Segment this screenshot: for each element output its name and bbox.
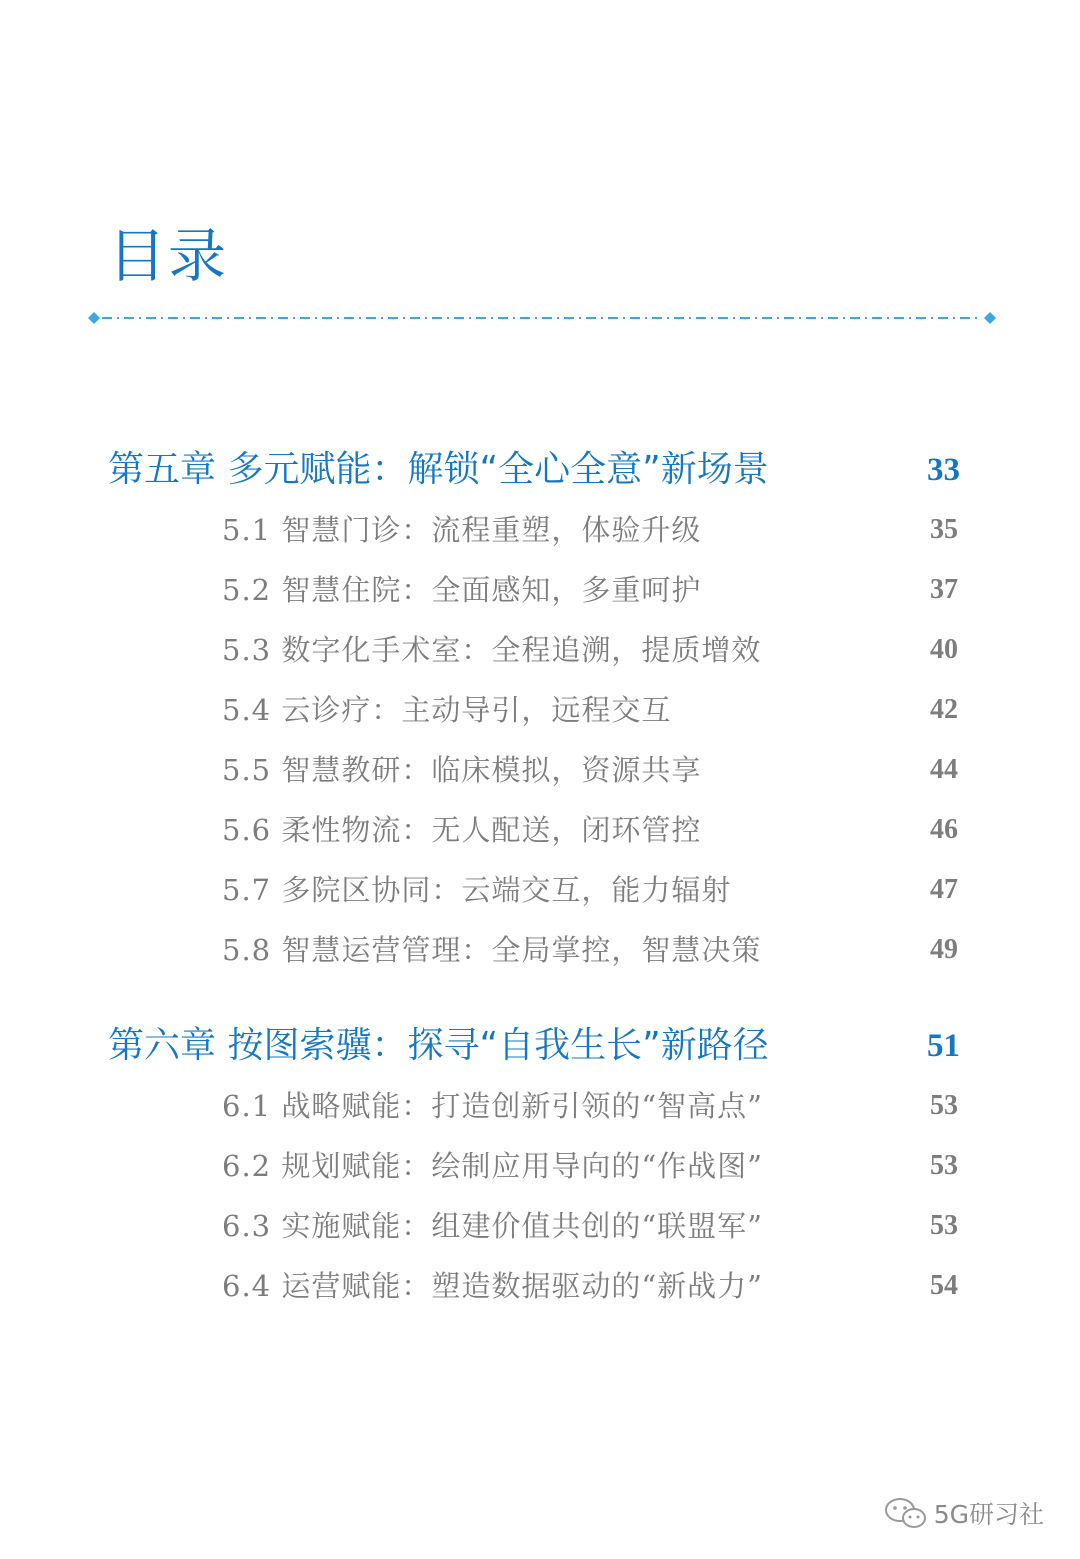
toc-section[interactable] <box>0 500 1080 560</box>
section-page-number: 40 <box>930 634 958 665</box>
chapter-title: 第五章 多元赋能：解锁“全心全意”新场景 <box>108 449 769 490</box>
toc-section[interactable] <box>0 1076 1080 1136</box>
section-page-number: 44 <box>930 754 958 785</box>
section-title: 5.4 云诊疗：主动导引，远程交互 <box>222 693 672 727</box>
chapter-page-number: 51 <box>927 1028 960 1064</box>
section-title: 6.4 运营赋能：塑造数据驱动的“新战力” <box>222 1269 763 1303</box>
toc-section[interactable] <box>0 680 1080 740</box>
toc-section[interactable] <box>0 560 1080 620</box>
section-page-number: 53 <box>930 1210 958 1241</box>
section-title: 5.7 多院区协同：云端交互，能力辐射 <box>222 873 732 907</box>
section-page-number: 35 <box>930 514 958 545</box>
section-page-number: 53 <box>930 1150 958 1181</box>
section-title: 5.8 智慧运营管理：全局掌控，智慧决策 <box>222 933 762 967</box>
chapter-page-number: 33 <box>927 452 960 488</box>
toc-section[interactable] <box>0 1196 1080 1256</box>
section-page-number: 53 <box>930 1090 958 1121</box>
section-page-number: 49 <box>930 934 958 965</box>
section-page-number: 54 <box>930 1270 958 1301</box>
title-divider <box>86 310 998 326</box>
section-title: 5.6 柔性物流：无人配送，闭环管控 <box>222 813 702 847</box>
toc-section[interactable] <box>0 1136 1080 1196</box>
chapter-title: 第六章 按图索骥：探寻“自我生长”新路径 <box>108 1025 769 1066</box>
section-title: 5.5 智慧教研：临床模拟，资源共享 <box>222 753 702 787</box>
section-title: 6.1 战略赋能：打造创新引领的“智高点” <box>222 1089 763 1123</box>
toc-section[interactable] <box>0 620 1080 680</box>
section-title: 6.3 实施赋能：组建价值共创的“联盟军” <box>222 1209 763 1243</box>
section-page-number: 42 <box>930 694 958 725</box>
section-title: 5.1 智慧门诊：流程重塑，体验升级 <box>222 513 702 547</box>
toc-section[interactable] <box>0 800 1080 860</box>
watermark-text: 5G研习社 <box>933 1500 1044 1529</box>
toc-section[interactable] <box>0 920 1080 980</box>
section-page-number: 47 <box>930 874 958 905</box>
watermark <box>884 1495 1044 1531</box>
toc-section[interactable] <box>0 860 1080 920</box>
chapter-spacer <box>0 980 1080 1016</box>
section-title: 6.2 规划赋能：绘制应用导向的“作战图” <box>222 1149 763 1183</box>
page-title: 目录 <box>108 222 229 290</box>
wechat-icon <box>884 1496 928 1530</box>
section-title: 5.2 智慧住院：全面感知，多重呵护 <box>222 573 702 607</box>
toc-chapter[interactable] <box>0 1016 1080 1076</box>
section-page-number: 37 <box>930 574 958 605</box>
toc-section[interactable] <box>0 740 1080 800</box>
toc-chapter[interactable] <box>0 440 1080 500</box>
section-page-number: 46 <box>930 814 958 845</box>
toc-section[interactable] <box>0 1256 1080 1316</box>
table-of-contents <box>0 440 1080 1316</box>
section-title: 5.3 数字化手术室：全程追溯，提质增效 <box>222 633 762 667</box>
